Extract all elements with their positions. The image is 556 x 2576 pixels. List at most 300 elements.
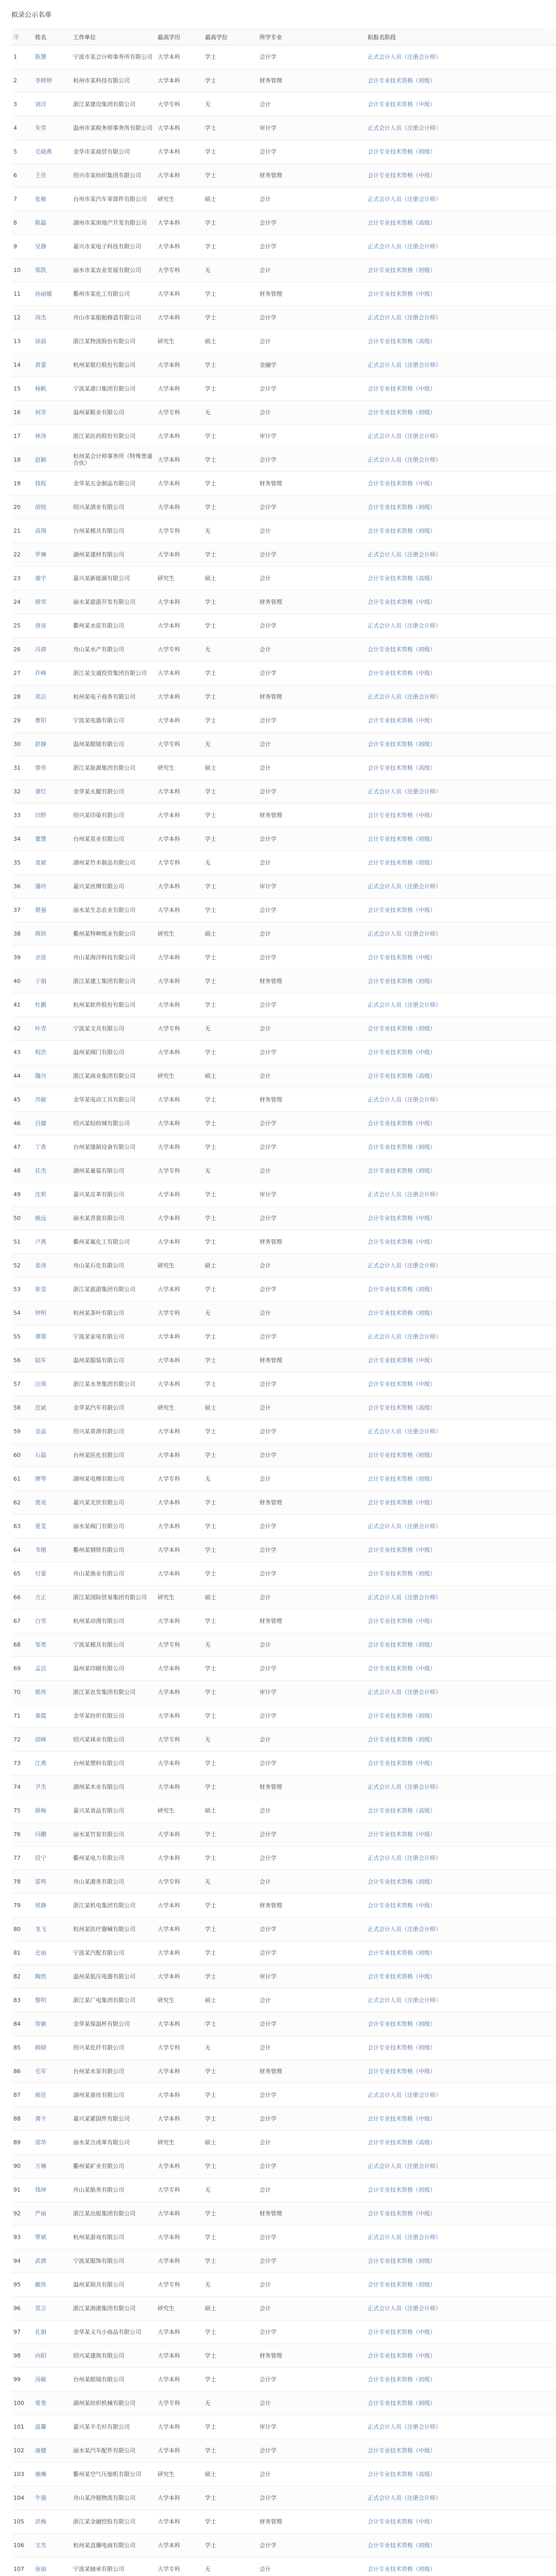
cell-name: 王佳	[33, 163, 71, 187]
cell-degree: 无	[203, 2036, 257, 2059]
cell-phase: 会计专业技术资格（初级）	[366, 1135, 556, 1159]
cell-degree: 学士	[203, 1230, 257, 1253]
cell-education: 研究生	[155, 756, 203, 779]
cell-education: 大学本科	[155, 495, 203, 519]
cell-index: 60	[11, 1443, 33, 1467]
table-row	[11, 1230, 556, 1253]
cell-index: 13	[11, 329, 33, 353]
cell-index: 43	[11, 1040, 33, 1064]
cell-phase: 会计专业技术资格（高级）	[366, 1799, 556, 1822]
cell-major: 会计学	[257, 1704, 366, 1727]
cell-phase: 会计专业技术资格（高级）	[366, 2130, 556, 2154]
cell-employer: 台州某眼镜有限公司	[71, 2367, 155, 2391]
cell-employer: 杭州某银行股份有限公司	[71, 353, 155, 377]
cell-name: 文杰	[33, 2533, 71, 2557]
table-row	[11, 1799, 556, 1822]
cell-employer: 宁波某服饰有限公司	[71, 2249, 155, 2273]
cell-phase: 正式会计人员（注册会计师）	[366, 543, 556, 566]
table-row	[11, 1088, 556, 1111]
table-row	[11, 1016, 556, 1040]
cell-phase: 会计专业技术资格（初级）	[366, 519, 556, 543]
cell-name: 钱程	[33, 471, 71, 495]
cell-education: 大学本科	[155, 2154, 203, 2178]
cell-major: 会计学	[257, 1514, 366, 1538]
cell-degree: 学士	[203, 779, 257, 803]
cell-education: 大学本科	[155, 45, 203, 69]
cell-education: 大学本科	[155, 1704, 203, 1727]
cell-phase: 会计专业技术资格（中级）	[366, 1538, 556, 1562]
table-row	[11, 803, 556, 827]
cell-education: 大学本科	[155, 779, 203, 803]
cell-major: 会计学	[257, 1443, 366, 1467]
cell-education: 大学本科	[155, 1680, 203, 1704]
cell-name: 毛晓燕	[33, 140, 71, 163]
cell-name: 唐亮	[33, 614, 71, 637]
cell-major: 会计	[257, 258, 366, 282]
cell-employer: 湖州某建材有限公司	[71, 543, 155, 566]
cell-phase: 会计专业技术资格（中级）	[366, 1040, 556, 1064]
cell-education: 大学本科	[155, 1230, 203, 1253]
table-row	[11, 282, 556, 306]
cell-index: 92	[11, 2201, 33, 2225]
cell-phase: 会计专业技术资格（中级）	[366, 282, 556, 306]
cell-phase: 正式会计人员（注册会计师）	[366, 2296, 556, 2320]
cell-name: 温馨	[33, 2415, 71, 2438]
table-row	[11, 1585, 556, 1609]
cell-name: 于娟	[33, 969, 71, 993]
cell-major: 财务管理	[257, 1230, 366, 1253]
cell-degree: 学士	[203, 140, 257, 163]
cell-education: 大学本科	[155, 1111, 203, 1135]
table-row	[11, 1135, 556, 1159]
cell-degree: 学士	[203, 471, 257, 495]
cell-education: 大学专科	[155, 1159, 203, 1182]
cell-major: 会计	[257, 329, 366, 353]
cell-employer: 丽水某阀门有限公司	[71, 1514, 155, 1538]
table-row	[11, 1490, 556, 1514]
cell-education: 研究生	[155, 1585, 203, 1609]
cell-name: 彭静	[33, 732, 71, 756]
cell-education: 大学本科	[155, 685, 203, 708]
table-row	[11, 2273, 556, 2296]
cell-major: 会计学	[257, 2225, 366, 2249]
cell-major: 会计	[257, 1253, 366, 1277]
cell-degree: 无	[203, 2557, 257, 2576]
cell-phase: 正式会计人员（注册会计师）	[366, 2225, 556, 2249]
cell-index: 57	[11, 1372, 33, 1396]
cell-degree: 无	[203, 2178, 257, 2201]
cell-major: 会计学	[257, 45, 366, 69]
cell-employer: 舟山某船务有限公司	[71, 2178, 155, 2201]
cell-major: 审计学	[257, 874, 366, 898]
cell-name: 韩雪	[33, 590, 71, 614]
cell-degree: 学士	[203, 708, 257, 732]
cell-major: 财务管理	[257, 2344, 366, 2367]
cell-degree: 学士	[203, 2344, 257, 2367]
cell-degree: 无	[203, 92, 257, 116]
cell-index: 33	[11, 803, 33, 827]
cell-phase: 会计专业技术资格（初级）	[366, 1301, 556, 1325]
cell-employer: 温州某阀门有限公司	[71, 1040, 155, 1064]
cell-major: 会计学	[257, 708, 366, 732]
cell-major: 会计学	[257, 661, 366, 685]
cell-major: 会计学	[257, 377, 366, 400]
cell-name: 崔莹	[33, 1277, 71, 1301]
cell-major: 会计	[257, 2462, 366, 2486]
cell-employer: 温州某锁具有限公司	[71, 2273, 155, 2296]
cell-index: 99	[11, 2367, 33, 2391]
cell-degree: 学士	[203, 1538, 257, 1562]
cell-index: 21	[11, 519, 33, 543]
cell-name: 孙丽娜	[33, 282, 71, 306]
cell-education: 大学本科	[155, 2107, 203, 2130]
cell-phase: 会计专业技术资格（初级）	[366, 1704, 556, 1727]
cell-name: 张敏	[33, 187, 71, 211]
table-row	[11, 1064, 556, 1088]
cell-major: 会计学	[257, 1917, 366, 1941]
cell-degree: 学士	[203, 2438, 257, 2462]
cell-index: 55	[11, 1325, 33, 1348]
cell-employer: 杭州某动漫有限公司	[71, 1609, 155, 1633]
cell-education: 大学专科	[155, 1016, 203, 1040]
cell-phase: 会计专业技术资格（高级）	[366, 756, 556, 779]
cell-employer: 衢州某空气压缩机有限公司	[71, 2462, 155, 2486]
cell-name: 沈莉	[33, 1182, 71, 1206]
cell-degree: 无	[203, 1870, 257, 1893]
cell-name: 牛强	[33, 2486, 71, 2510]
table-row	[11, 1325, 556, 1348]
cell-degree: 学士	[203, 2415, 257, 2438]
cell-employer: 金华市某商贸有限公司	[71, 140, 155, 163]
cell-name: 杨帆	[33, 377, 71, 400]
cell-phase: 正式会计人员（注册会计师）	[366, 1775, 556, 1799]
cell-employer: 丽水某竹炭有限公司	[71, 1822, 155, 1846]
cell-degree: 学士	[203, 1135, 257, 1159]
cell-education: 大学本科	[155, 1917, 203, 1941]
cell-employer: 衢州某水泥有限公司	[71, 614, 155, 637]
cell-education: 大学本科	[155, 140, 203, 163]
cell-employer: 浙江某广电集团有限公司	[71, 1988, 155, 2012]
cell-major: 会计学	[257, 495, 366, 519]
cell-major: 财务管理	[257, 969, 366, 993]
cell-name: 袁斌	[33, 851, 71, 874]
cell-phase: 会计专业技术资格（中级）	[366, 1372, 556, 1396]
table-body	[11, 45, 556, 2576]
cell-employer: 绍兴某印染有限公司	[71, 803, 155, 827]
cell-name: 廖琴	[33, 1467, 71, 1490]
cell-degree: 学士	[203, 424, 257, 448]
cell-index: 107	[11, 2557, 33, 2576]
cell-employer: 丽水某青瓷有限公司	[71, 1206, 155, 1230]
cell-employer: 绍兴某酒业有限公司	[71, 495, 155, 519]
cell-education: 大学本科	[155, 2320, 203, 2344]
cell-phase: 会计专业技术资格（中级）	[366, 590, 556, 614]
cell-education: 大学本科	[155, 945, 203, 969]
cell-index: 16	[11, 400, 33, 424]
cell-phase: 会计专业技术资格（初级）	[366, 2012, 556, 2036]
cell-phase: 会计专业技术资格（中级）	[366, 92, 556, 116]
cell-name: 施琳	[33, 2462, 71, 2486]
cell-phase: 会计专业技术资格（初级）	[366, 69, 556, 92]
cell-major: 会计	[257, 1799, 366, 1822]
table-row	[11, 1301, 556, 1325]
cell-name: 周杰	[33, 306, 71, 329]
cell-name: 李婷婷	[33, 69, 71, 92]
cell-major: 会计学	[257, 1206, 366, 1230]
cell-major: 会计学	[257, 1277, 366, 1301]
cell-index: 75	[11, 1799, 33, 1822]
cell-phase: 正式会计人员（注册会计师）	[366, 2154, 556, 2178]
table-row	[11, 945, 556, 969]
cell-name: 谭蓉	[33, 1325, 71, 1348]
cell-degree: 学士	[203, 590, 257, 614]
cell-degree: 学士	[203, 1964, 257, 1988]
cell-index: 1	[11, 45, 33, 69]
table-row	[11, 1727, 556, 1751]
cell-employer: 嘉兴某皮革有限公司	[71, 1182, 155, 1206]
cell-phase: 正式会计人员（注册会计师）	[366, 874, 556, 898]
cell-employer: 杭州某医疗器械有限公司	[71, 1917, 155, 1941]
cell-major: 会计学	[257, 1419, 366, 1443]
table-row	[11, 519, 556, 543]
cell-index: 71	[11, 1704, 33, 1727]
cell-name: 杜鹏	[33, 993, 71, 1016]
table-row	[11, 1159, 556, 1182]
cell-degree: 学士	[203, 1372, 257, 1396]
cell-major: 会计学	[257, 614, 366, 637]
cell-name: 钱坤	[33, 2178, 71, 2201]
cell-employer: 杭州某电子商务有限公司	[71, 685, 155, 708]
cell-degree: 学士	[203, 2154, 257, 2178]
cell-degree: 学士	[203, 2533, 257, 2557]
cell-education: 大学专科	[155, 637, 203, 661]
cell-employer: 湖州某电梯有限公司	[71, 1467, 155, 1490]
table-row	[11, 637, 556, 661]
cell-name: 林涛	[33, 424, 71, 448]
cell-major: 财务管理	[257, 471, 366, 495]
cell-phase: 会计专业技术资格（初级）	[366, 140, 556, 163]
cell-index: 67	[11, 1609, 33, 1633]
cell-employer: 温州市某税务师事务所有限公司	[71, 116, 155, 140]
cell-index: 56	[11, 1348, 33, 1372]
cell-phase: 正式会计人员（注册会计师）	[366, 1846, 556, 1870]
cell-employer: 嘉兴某新能源有限公司	[71, 566, 155, 590]
cell-major: 会计学	[257, 1656, 366, 1680]
cell-employer: 温州某服装有限公司	[71, 1348, 155, 1372]
cell-degree: 学士	[203, 874, 257, 898]
cell-employer: 湖州某竹木制品有限公司	[71, 851, 155, 874]
cell-education: 大学本科	[155, 1088, 203, 1111]
cell-index: 36	[11, 874, 33, 898]
cell-major: 会计	[257, 1727, 366, 1751]
cell-index: 11	[11, 282, 33, 306]
cell-education: 研究生	[155, 1988, 203, 2012]
cell-name: 叶青	[33, 1016, 71, 1040]
cell-index: 50	[11, 1206, 33, 1230]
table-row	[11, 1870, 556, 1893]
cell-employer: 丽水市某农业发展有限公司	[71, 258, 155, 282]
table-row	[11, 2344, 556, 2367]
cell-major: 财务管理	[257, 685, 366, 708]
cell-degree: 学士	[203, 2486, 257, 2510]
cell-degree: 学士	[203, 1348, 257, 1372]
cell-phase: 正式会计人员（注册会计师）	[366, 1253, 556, 1277]
cell-index: 86	[11, 2059, 33, 2083]
table-row	[11, 2391, 556, 2415]
cell-major: 财务管理	[257, 2059, 366, 2083]
cell-name: 贺敏	[33, 2012, 71, 2036]
cell-degree: 学士	[203, 2320, 257, 2344]
cell-major: 财务管理	[257, 1893, 366, 1917]
table-row	[11, 1206, 556, 1230]
cell-education: 大学本科	[155, 1775, 203, 1799]
cell-phase: 正式会计人员（注册会计师）	[366, 2415, 556, 2438]
cell-education: 大学本科	[155, 708, 203, 732]
table-row	[11, 69, 556, 92]
cell-phase: 会计专业技术资格（中级）	[366, 2344, 556, 2367]
cell-education: 大学本科	[155, 2510, 203, 2533]
cell-name: 段宁	[33, 1846, 71, 1870]
table-row	[11, 1514, 556, 1538]
table-row	[11, 1372, 556, 1396]
cell-index: 3	[11, 92, 33, 116]
cell-index: 9	[11, 234, 33, 258]
cell-name: 赵颖	[33, 448, 71, 471]
cell-education: 大学本科	[155, 993, 203, 1016]
table-row	[11, 2557, 556, 2576]
cell-education: 大学本科	[155, 377, 203, 400]
cell-major: 会计	[257, 1159, 366, 1182]
cell-major: 财务管理	[257, 163, 366, 187]
cell-phase: 正式会计人员（注册会计师）	[366, 1088, 556, 1111]
cell-name: 许峰	[33, 661, 71, 685]
cell-major: 会计学	[257, 543, 366, 566]
cell-employer: 丽水某合成革有限公司	[71, 2130, 155, 2154]
table-row	[11, 732, 556, 756]
cell-phase: 会计专业技术资格（中级）	[366, 1964, 556, 1988]
cell-phase: 会计专业技术资格（初级）	[366, 1870, 556, 1893]
table-row	[11, 448, 556, 471]
cell-index: 97	[11, 2320, 33, 2344]
cell-employer: 浙江某商业集团有限公司	[71, 1064, 155, 1088]
table-row	[11, 400, 556, 424]
cell-education: 大学专科	[155, 2036, 203, 2059]
cell-name: 程浩	[33, 1040, 71, 1064]
cell-phase: 正式会计人员（注册会计师）	[366, 45, 556, 69]
table-row	[11, 2486, 556, 2510]
cell-phase: 会计专业技术资格（中级）	[366, 2438, 556, 2462]
cell-major: 会计	[257, 1064, 366, 1088]
cell-major: 会计	[257, 400, 366, 424]
cell-education: 研究生	[155, 1253, 203, 1277]
cell-name: 武倩	[33, 2249, 71, 2273]
cell-phase: 会计专业技术资格（初级）	[366, 1159, 556, 1182]
cell-employer: 湖州某木业有限公司	[71, 1775, 155, 1799]
cell-education: 大学本科	[155, 1822, 203, 1846]
cell-name: 郝佳	[33, 2083, 71, 2107]
cell-name: 陈慧	[33, 45, 71, 69]
cell-employer: 杭州市某科技有限公司	[71, 69, 155, 92]
cell-employer: 绍兴某轻纺城有限公司	[71, 1111, 155, 1135]
cell-major: 会计	[257, 756, 366, 779]
cell-major: 财务管理	[257, 1490, 366, 1514]
cell-phase: 正式会计人员（注册会计师）	[366, 1514, 556, 1538]
table-row	[11, 2130, 556, 2154]
cell-degree: 硕士	[203, 1585, 257, 1609]
cell-employer: 湖州某童装有限公司	[71, 1159, 155, 1182]
cell-degree: 硕士	[203, 2462, 257, 2486]
table-row	[11, 1111, 556, 1135]
cell-employer: 浙江某物流股份有限公司	[71, 329, 155, 353]
table-row	[11, 590, 556, 614]
table-row	[11, 1277, 556, 1301]
cell-phase: 会计专业技术资格（中级）	[366, 1893, 556, 1917]
cell-name: 薛梅	[33, 1799, 71, 1822]
cell-index: 83	[11, 1988, 33, 2012]
cell-major: 会计学	[257, 2320, 366, 2344]
cell-major: 会计学	[257, 1751, 366, 1775]
cell-education: 大学专科	[155, 2557, 203, 2576]
cell-index: 74	[11, 1775, 33, 1799]
cell-education: 大学本科	[155, 1325, 203, 1348]
cell-education: 大学专科	[155, 1633, 203, 1656]
cell-major: 会计学	[257, 2012, 366, 2036]
cell-phase: 会计专业技术资格（初级）	[366, 258, 556, 282]
cell-major: 金融学	[257, 353, 366, 377]
cell-degree: 学士	[203, 211, 257, 234]
cell-employer: 湖州市某房地产开发有限公司	[71, 211, 155, 234]
cell-index: 90	[11, 2154, 33, 2178]
cell-index: 35	[11, 851, 33, 874]
cell-major: 财务管理	[257, 1088, 366, 1111]
cell-phase: 正式会计人员（注册会计师）	[366, 353, 556, 377]
cell-name: 卢燕	[33, 1230, 71, 1253]
cell-degree: 无	[203, 400, 257, 424]
cell-employer: 丽水某生态农业有限公司	[71, 898, 155, 922]
cell-employer: 嘉兴市某电子科技有限公司	[71, 234, 155, 258]
cell-major: 会计学	[257, 827, 366, 851]
table-row	[11, 1253, 556, 1277]
cell-major: 会计学	[257, 898, 366, 922]
cell-degree: 硕士	[203, 1799, 257, 1822]
cell-name: 夏雯	[33, 1514, 71, 1538]
cell-employer: 温州某印刷有限公司	[71, 1656, 155, 1680]
cell-education: 大学本科	[155, 211, 203, 234]
cell-phase: 会计专业技术资格（中级）	[366, 1348, 556, 1372]
cell-education: 大学本科	[155, 1443, 203, 1467]
cell-degree: 无	[203, 1159, 257, 1182]
cell-degree: 学士	[203, 2083, 257, 2107]
cell-phase: 会计专业技术资格（中级）	[366, 1206, 556, 1230]
cell-education: 大学本科	[155, 2486, 203, 2510]
cell-name: 冯倩	[33, 637, 71, 661]
cell-index: 96	[11, 2296, 33, 2320]
cell-index: 8	[11, 211, 33, 234]
cell-education: 研究生	[155, 187, 203, 211]
cell-degree: 学士	[203, 898, 257, 922]
cell-phase: 会计专业技术资格（初级）	[366, 1941, 556, 1964]
cell-name: 万琳	[33, 2154, 71, 2178]
cell-name: 韦刚	[33, 1538, 71, 1562]
cell-degree: 学士	[203, 2059, 257, 2083]
cell-employer: 衢州市某化工有限公司	[71, 282, 155, 306]
cell-major: 财务管理	[257, 590, 366, 614]
cell-phase: 会计专业技术资格（中级）	[366, 1751, 556, 1775]
cell-index: 81	[11, 1941, 33, 1964]
cell-major: 会计	[257, 1301, 366, 1325]
cell-degree: 学士	[203, 1680, 257, 1704]
table-row	[11, 495, 556, 519]
